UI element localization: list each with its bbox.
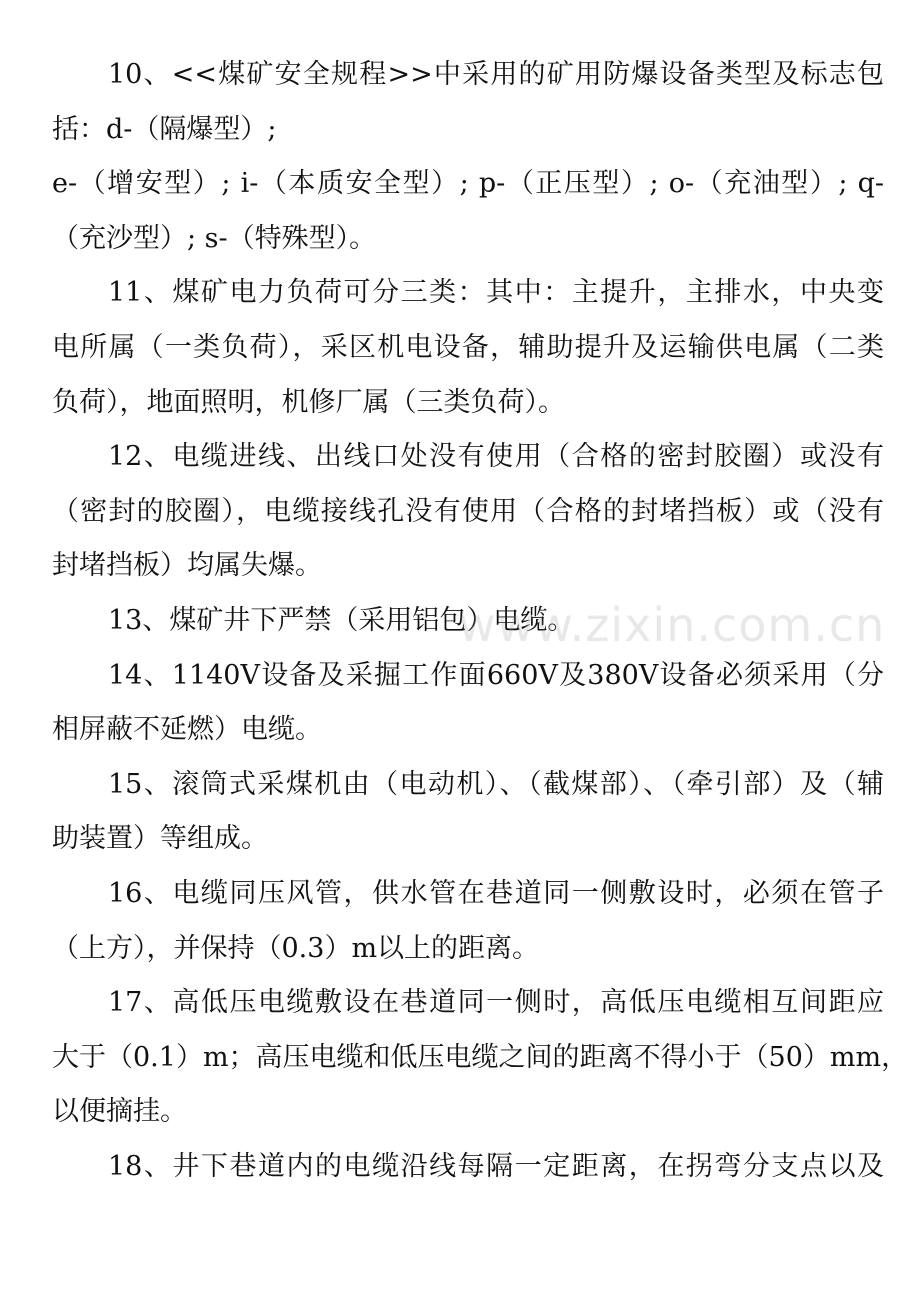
item-11-line-3: 负荷），地面照明，机修厂属（三类负荷）。 bbox=[52, 386, 565, 418]
item-16-line-1: 16、电缆同压风管，供水管在巷道同一侧敷设时，必须在管子 bbox=[108, 877, 884, 909]
item-12-line-1: 12、电缆进线、出线口处没有使用（合格的密封胶圈）或没有 bbox=[108, 441, 884, 473]
item-17-line-1: 17、高低压电缆敷设在巷道同一侧时，高低压电缆相互间距应 bbox=[108, 987, 884, 1019]
item-17-line-3: 以便摘挂。 bbox=[52, 1096, 187, 1128]
item-10-line-2: 括：d-（隔爆型）; bbox=[52, 113, 277, 145]
item-11-line-1: 11、煤矿电力负荷可分三类：其中：主提升，主排水，中央变 bbox=[108, 277, 884, 309]
item-14-line-1: 14、1140V设备及采掘工作面660V及380V设备必须采用（分 bbox=[108, 659, 884, 691]
item-10-line-4: （充沙型）; s-（特殊型）。 bbox=[52, 222, 377, 254]
item-10-line-3: e-（增安型）; i-（本质安全型）; p-（正压型）; o-（充油型）; q- bbox=[52, 168, 884, 200]
item-17-line-2: 大于（0.1）m；高压电缆和低压电缆之间的距离不得小于（50）mm， bbox=[52, 1041, 909, 1073]
watermark: www.zixin.com.cn bbox=[458, 598, 886, 652]
item-13-line-1: 13、煤矿井下严禁（采用铝包）电缆。 bbox=[108, 604, 575, 636]
item-16-line-2: （上方），并保持（0.3）m以上的距离。 bbox=[52, 932, 540, 964]
item-15-line-2: 助装置）等组成。 bbox=[52, 823, 268, 855]
item-11-line-2: 电所属（一类负荷），采区机电设备，辅助提升及运输供电属（二类 bbox=[52, 331, 884, 363]
item-14-line-2: 相屏蔽不延燃）电缆。 bbox=[52, 714, 322, 746]
item-18-line-1: 18、井下巷道内的电缆沿线每隔一定距离，在拐弯分支点以及 bbox=[108, 1150, 884, 1182]
item-10-line-1: 10、<<煤矿安全规程>>中采用的矿用防爆设备类型及标志包 bbox=[108, 59, 884, 90]
item-12-line-2: （密封的胶圈），电缆接线孔没有使用（合格的封堵挡板）或（没有 bbox=[52, 495, 884, 527]
item-15-line-1: 15、滚筒式采煤机由（电动机）、（截煤部）、（牵引部）及（辅 bbox=[108, 768, 884, 800]
item-12-line-3: 封堵挡板）均属失爆。 bbox=[52, 550, 322, 582]
